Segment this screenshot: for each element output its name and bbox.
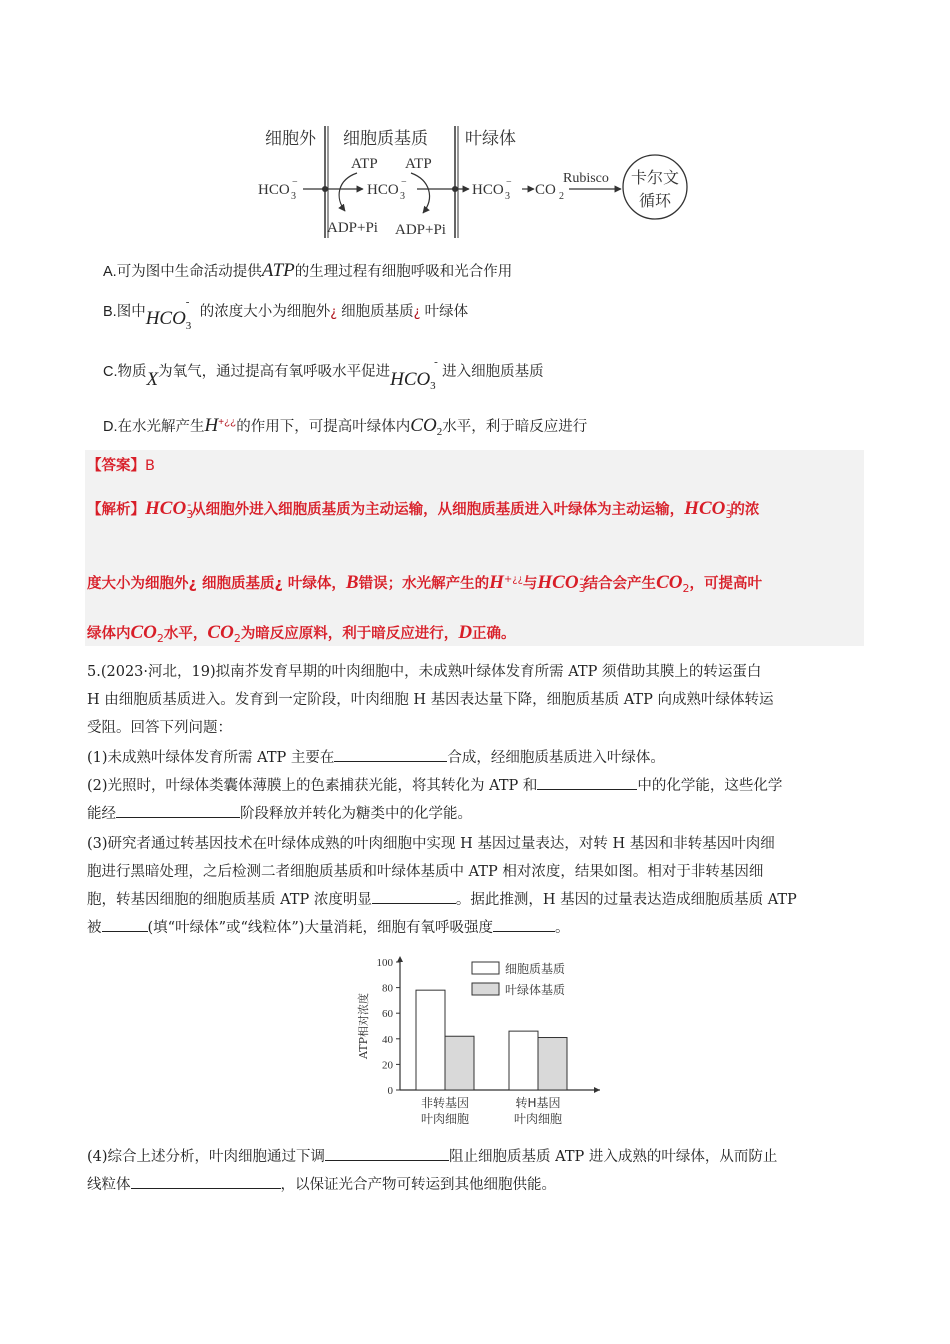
answer-label: 【答案】: [87, 458, 145, 474]
region-matrix-label: 细胞质基质: [343, 129, 428, 149]
atp-curve-left: [339, 173, 357, 211]
option-a-text: A.可为图中生命活动提供: [103, 264, 262, 280]
q5-part-3-l2: 胞进行黑暗处理，之后检测二者细胞质基质和叶绿体基质中 ATP 相对浓度，结果如图。相对于非转基因细: [87, 864, 764, 880]
y-tick-label: 20: [382, 1059, 393, 1072]
analysis-line-3: 绿体内$CO_2$水平，$CO_2$为暗反应原料，利于暗反应进行，D正确。: [87, 622, 516, 645]
option-c-math: X: [146, 369, 159, 390]
option-d-text-3: 水平，利于暗反应进行: [442, 419, 588, 435]
analysis-line-2: 度大小为细胞外¿ 细胞质基质¿ 叶绿体，B错误；水光解产生的H+¿¿与$HCO_3^-$结合会产生$CO_2$，可提高叶: [87, 572, 762, 595]
svg-text:HCO: [472, 182, 504, 198]
legend-label: 细胞质基质: [505, 962, 566, 976]
analysis-text-1a: 从细胞外进入细胞质基质为主动运输，从细胞质基质进入叶绿体为主动运输，: [191, 502, 685, 518]
svg-text:HCO: [258, 182, 290, 198]
q5-3-text-e: 被: [87, 920, 102, 936]
q5-2-text-a: (2)光照时，叶绿体类囊体薄膜上的色素捕获光能，将其转化为 ATP 和: [87, 778, 538, 794]
option-b-text: B.图中: [103, 304, 146, 320]
hco3-transport-diagram: [255, 118, 705, 248]
svg-text:3: 3: [291, 191, 296, 202]
bar: [509, 1031, 538, 1090]
analysis-text-2b: 错误；水光解产生的: [358, 576, 490, 592]
q5-3-text-d: 。据此推测，H 基因的过量表达造成细胞质基质 ATP: [455, 892, 797, 908]
option-d-sup: +¿¿: [218, 417, 237, 429]
bar: [416, 990, 445, 1090]
q5-2-text-b: 中的化学能，这些化学: [637, 778, 783, 794]
analysis-math-h-sup: +¿¿: [503, 574, 523, 586]
q5-1-text-a: (1)未成熟叶绿体发育所需 ATP 主要在: [87, 750, 335, 766]
analysis-text-3c: 为暗反应原料，利于暗反应进行，: [240, 626, 459, 642]
bar: [445, 1036, 474, 1090]
option-c-math-2: HCO: [390, 369, 431, 390]
option-d-math: H: [204, 415, 219, 436]
option-d-text-2: 的作用下，可提高叶绿体内: [236, 419, 411, 435]
legend-label: 叶绿体基质: [505, 983, 566, 997]
region-outside-label: 细胞外: [265, 129, 316, 149]
option-b-text-2: 的浓度大小为细胞外: [199, 304, 331, 320]
hco3-matrix-label: HCO: [367, 182, 399, 198]
q5-4-text-b: 阻止细胞质基质 ATP 进入成熟的叶绿体，从而防止: [449, 1149, 778, 1165]
co2-label: CO: [535, 182, 556, 198]
legend-swatch: [472, 962, 499, 974]
analysis-math-hco3-2: HCO: [684, 498, 726, 519]
answer-line: [87, 454, 155, 475]
option-b-text-4: 叶绿体: [420, 304, 469, 320]
rubisco-label: Rubisco: [563, 171, 609, 186]
q5-3-text-f: (填“叶绿体”或“线粒体”)大量消耗，细胞有氧呼吸强度: [147, 920, 493, 936]
q5-part-2: [87, 774, 782, 795]
option-d-math-2: CO: [410, 415, 437, 436]
q5-part-4-l1: [87, 1145, 777, 1166]
option-c: C.物质X为氧气，通过提高有氧呼吸水平促进 HCO 3 - 进入细胞质基质: [103, 356, 544, 392]
q5-3-blank-2[interactable]: [102, 917, 148, 932]
option-d: D.在水光解产生H+¿¿的作用下，可提高叶绿体内$CO_2$水平，利于暗反应进行: [103, 415, 588, 438]
analysis-text-2a: 度大小为细胞外¿ 细胞质基质¿ 叶绿体，: [87, 576, 346, 592]
q5-part-4-l2: [87, 1173, 556, 1194]
bar: [538, 1038, 567, 1090]
y-tick-label: 80: [382, 982, 393, 995]
y-axis-label: ATP相对浓度: [357, 992, 370, 1060]
region-chloroplast-label: 叶绿体: [465, 129, 516, 149]
category-label: 叶肉细胞: [420, 1112, 470, 1126]
svg-text:3: 3: [505, 191, 510, 202]
analysis-text-2d: 结合会产生: [583, 576, 657, 592]
adp-left-label: ADP+Pi: [327, 220, 378, 236]
analysis-math-hco3-3: HCO: [537, 572, 579, 593]
option-d-text: D.在水光解产生: [103, 419, 205, 435]
analysis-math-h: H: [489, 572, 504, 593]
legend-swatch: [472, 983, 499, 995]
category-label: 非转基因: [420, 1096, 470, 1110]
q5-part-2-cont: [87, 802, 472, 823]
q5-1-text-b: 合成，经细胞质基质进入叶绿体。: [447, 750, 665, 766]
q5-4-text-a: (4)综合上述分析，叶肉细胞通过下调: [87, 1149, 326, 1165]
y-tick-label: 100: [376, 957, 393, 969]
answer-analysis-box: [85, 450, 864, 646]
adp-right-label: ADP+Pi: [395, 222, 446, 238]
atp-curve-right: [411, 173, 429, 213]
analysis-text-3d: 正确。: [472, 626, 516, 642]
analysis-label: 【解析】: [87, 502, 145, 518]
q5-4-blank-1[interactable]: [325, 1146, 449, 1161]
svg-text:2: 2: [559, 191, 564, 202]
analysis-text-2c: 与: [522, 576, 538, 592]
q5-2-text-d: 阶段释放并转化为糖类中的化学能。: [240, 806, 472, 822]
q5-1-blank[interactable]: [334, 747, 447, 762]
option-b-q1: ¿: [330, 305, 338, 320]
svg-text:3: 3: [400, 191, 405, 202]
analysis-math-d: D: [458, 622, 473, 643]
svg-text:−: −: [292, 177, 298, 188]
q5-2-blank-1[interactable]: [537, 775, 637, 790]
option-b-q2: ¿: [413, 305, 421, 320]
atp-concentration-chart: [345, 950, 615, 1135]
y-tick-label: 40: [382, 1033, 393, 1046]
x-axis-arrow: [594, 1087, 600, 1093]
answer-value: B: [145, 458, 155, 474]
analysis-math-co2-3: CO: [207, 622, 234, 643]
option-c-text: C.物质: [103, 364, 147, 380]
q5-3-text-c: 胞，转基因细胞的细胞质基质 ATP 浓度明显: [87, 892, 372, 908]
q5-4-blank-2[interactable]: [131, 1174, 281, 1189]
analysis-line-1: 【解析】$HCO_3^-$从细胞外进入细胞质基质为主动运输，从细胞质基质进入叶绿体为主动运输，$HCO_3^-$的浓: [87, 498, 760, 521]
category-label: 叶肉细胞: [513, 1112, 563, 1126]
atp-left-label: ATP: [351, 156, 378, 172]
svg-text:−: −: [506, 177, 512, 188]
svg-text:CO: [535, 182, 556, 198]
q5-part-3-l1: (3)研究者通过转基因技术在叶绿体成熟的叶肉细胞中实现 H 基因过量表达，对转 H 基因和非转基因叶肉细: [87, 836, 775, 852]
analysis-math-co2: CO: [656, 572, 683, 593]
category-label: 转H基因: [515, 1096, 561, 1110]
option-c-text-2: 为氧气，通过提高有氧呼吸水平促进: [158, 364, 391, 380]
q5-3-blank-1[interactable]: [372, 889, 456, 904]
option-c-text-3: 进入细胞质基质: [442, 364, 544, 380]
option-a-text-2: 的生理过程有细胞呼吸和光合作用: [294, 264, 513, 280]
atp-right-label: ATP: [405, 156, 432, 172]
y-tick-label: 0: [387, 1085, 393, 1097]
hco3-outside-label: HCO: [258, 182, 290, 198]
analysis-text-1b: 的浓: [730, 502, 760, 518]
q5-3-text-g: 。: [554, 920, 570, 936]
option-b-text-3: 细胞质基质: [337, 304, 414, 320]
calvin-line1: 卡尔文: [630, 168, 680, 187]
analysis-math-b: B: [345, 572, 359, 593]
q5-2-text-c: 能经: [87, 806, 116, 822]
hco3-chloro-label: HCO: [472, 182, 504, 198]
option-b: B.图中 HCO - 3 的浓度大小为细胞外¿ 细胞质基质¿ 叶绿体: [103, 296, 469, 332]
q5-intro-2: H 由细胞质基质进入。发育到一定阶段，叶肉细胞 H 基因表达量下降，细胞质基质 ATP 向成熟叶绿体转运: [87, 692, 774, 708]
calvin-line2: 循环: [638, 191, 672, 210]
q5-intro-3: 受阻。回答下列问题：: [87, 720, 232, 736]
q5-2-blank-2[interactable]: [116, 803, 240, 818]
q5-part-3-l3: [87, 888, 797, 909]
option-b-math: HCO: [145, 308, 186, 329]
q5-4-text-c: 线粒体: [87, 1177, 131, 1193]
option-a-math: ATP: [261, 260, 295, 281]
y-tick-label: 60: [382, 1008, 393, 1021]
q5-3-blank-3[interactable]: [493, 917, 555, 932]
option-a: [103, 260, 512, 282]
q5-part-3-l4: [87, 916, 569, 937]
y-axis-arrow: [397, 956, 403, 962]
analysis-text-3a: 绿体内: [87, 626, 131, 642]
analysis-math-hco3: HCO: [145, 498, 187, 519]
analysis-text-2e: ，可提高叶: [689, 576, 762, 592]
analysis-math-co2-2: CO: [130, 622, 157, 643]
q5-4-text-d: ，以保证光合产物可转运到其他细胞供能。: [280, 1177, 556, 1193]
svg-text:HCO: [367, 182, 399, 198]
q5-intro-1: 5.(2023·河北，19)拟南芥发育早期的叶肉细胞中，未成熟叶绿体发育所需 ATP 须借助其膜上的转运蛋白: [87, 664, 762, 680]
svg-text:−: −: [401, 177, 407, 188]
analysis-text-3b: 水平，: [163, 626, 208, 642]
q5-part-1: [87, 746, 665, 767]
